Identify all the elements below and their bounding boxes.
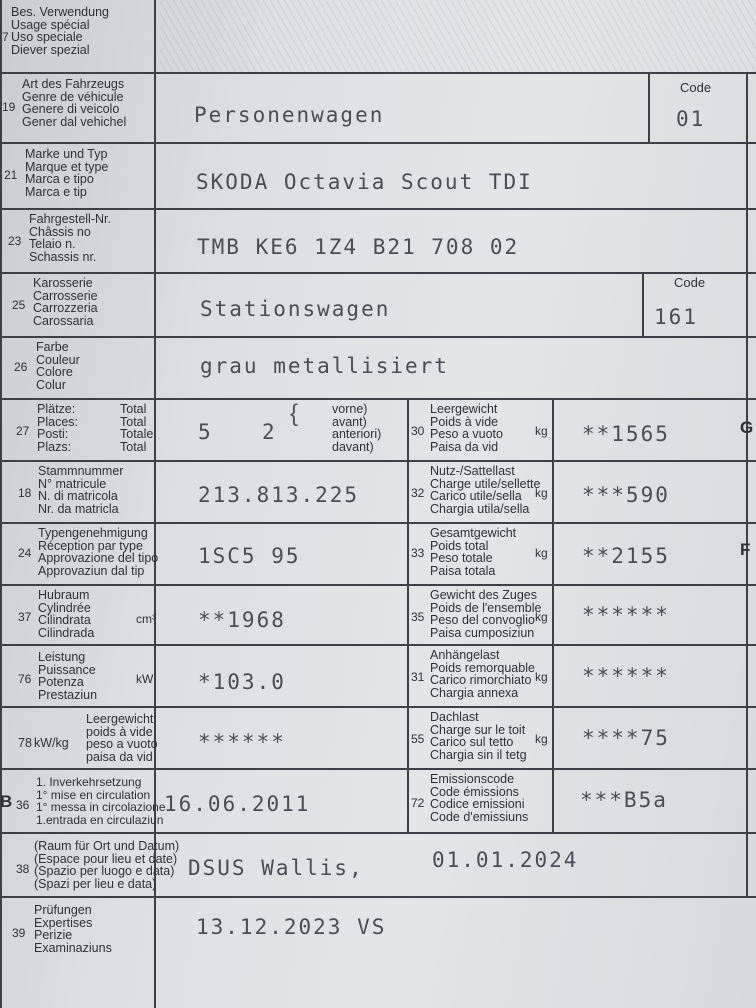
- code-label: Code: [680, 80, 712, 95]
- seats-front-value: 2: [262, 420, 277, 444]
- unit-kg: kg: [535, 670, 548, 684]
- unit-kg: kg: [535, 546, 548, 560]
- field-number: 33: [411, 546, 425, 560]
- master-number-value: 213.813.225: [198, 483, 360, 507]
- code-label: Code: [674, 275, 706, 290]
- label-inspections: Prüfungen Expertises Perizie Examinaziuns: [34, 903, 112, 955]
- row-divider: [0, 460, 756, 462]
- unit-kw: kW: [136, 672, 154, 686]
- make-type-value: SKODA Octavia Scout TDI: [196, 170, 533, 194]
- unit-kg: kg: [535, 610, 548, 624]
- field-number: 78: [18, 736, 32, 750]
- type-approval-value: 1SC5 95: [198, 544, 301, 568]
- label-first-registration: 1. Inverkehrsetzung 1° mise en circulation 1° messa in circolazione 1.entrada en circulaziun: [36, 775, 166, 827]
- row-divider: [0, 706, 756, 708]
- field-number: 35: [411, 610, 425, 624]
- label-type-approval: Typengenehmigung Réception par type Approvazione del tipo Approvaziun dal tip: [38, 526, 159, 578]
- row-divider: [0, 72, 756, 74]
- row-divider: [0, 208, 756, 210]
- place-value: DSUS Wallis,: [188, 856, 364, 880]
- label-vehicle-type: Art des Fahrzeugs Genre de véhicule Genere di veicolo Gener dal vehichel: [22, 77, 127, 129]
- label-trailer-load: Anhängelast Poids remorquable Carico rimorchiato Chargia annexa: [430, 648, 535, 700]
- hatch-area: [160, 0, 756, 72]
- side-mark-g: G: [740, 418, 754, 437]
- body-code: 161: [654, 305, 698, 329]
- row-divider: [0, 584, 756, 586]
- label-make-type: Marke und Typ Marque et type Marca e tipo Marca e tip: [25, 147, 109, 199]
- field-number: 30: [411, 424, 425, 438]
- field-number: 19: [2, 100, 16, 114]
- label-power: Leistung Puissance Potenza Prestaziun: [38, 650, 98, 702]
- left-border: [0, 0, 2, 1008]
- unit-kg: kg: [535, 732, 548, 746]
- color-value: grau metallisiert: [200, 354, 449, 378]
- field-number: 36: [16, 798, 30, 812]
- field-number: 32: [411, 486, 425, 500]
- emission-code-value: ***B5a: [580, 788, 668, 812]
- field-number: 76: [18, 672, 32, 686]
- label-place-date: (Raum für Ort und Datum) (Espace pour lieu et date) (Spazio per luogo e data) (Spazi per lieu e data): [34, 839, 180, 891]
- row-divider: [0, 336, 756, 338]
- date-value: 01.01.2024: [432, 848, 579, 872]
- field-number: 39: [12, 926, 26, 940]
- field-number: 38: [16, 862, 30, 876]
- roof-load-value: ****75: [582, 726, 670, 750]
- label-seats-total: Total Total Totale Total: [120, 402, 154, 454]
- field-number: 72: [411, 796, 425, 810]
- field-number: 18: [18, 486, 32, 500]
- side-mark-b: B: [0, 792, 13, 811]
- row-divider: [0, 522, 756, 524]
- label-master-number: Stammnummer N° matricule N. di matricola Nr. da matricla: [38, 464, 124, 516]
- power-weight-value: ******: [198, 730, 286, 754]
- total-weight-value: **2155: [582, 544, 670, 568]
- first-registration-value: 16.06.2011: [164, 792, 311, 816]
- unit-kg: kg: [535, 486, 548, 500]
- field-number: 31: [411, 670, 425, 684]
- power-value: *103.0: [198, 670, 286, 694]
- label-empty-weight: Leergewicht Poids à vide Peso a vuoto Paisa da vid: [430, 402, 503, 454]
- label-roof-load: Dachlast Charge sur le toit Carico sul tetto Chargia sin il tetg: [430, 710, 527, 762]
- row-divider: [0, 142, 756, 144]
- unit-kg: kg: [535, 424, 548, 438]
- field-number: 26: [14, 360, 28, 374]
- label-emission-code: Emissionscode Code émissions Codice emissioni Code d'emissiuns: [430, 772, 529, 824]
- row-divider: [0, 896, 756, 898]
- label-train-weight: Gewicht des Zuges Poids de l'ensemble Peso del convoglio Paisa cumposiziun: [430, 588, 542, 640]
- field-number: 24: [18, 546, 32, 560]
- label-payload: Nutz-/Sattellast Charge utile/sellette Carico utile/sella Chargia utila/sella: [430, 464, 541, 516]
- code-box-divider: [648, 72, 650, 142]
- vehicle-type-value: Personenwagen: [194, 103, 385, 127]
- mid-column-divider: [407, 398, 409, 832]
- label-body: Karosserie Carrosserie Carrozzeria Carossaria: [33, 276, 98, 328]
- displacement-value: **1968: [198, 608, 286, 632]
- label-seats: Plätze: Places: Posti: Plazs:: [37, 402, 78, 454]
- row-divider: [0, 768, 756, 770]
- seats-total-value: 5: [198, 420, 213, 444]
- row-divider: [0, 832, 756, 834]
- code-box-divider: [642, 272, 644, 336]
- train-weight-value: ******: [582, 603, 670, 627]
- trailer-load-value: ******: [582, 664, 670, 688]
- inspection-value: 13.12.2023 VS: [196, 915, 387, 939]
- label-displacement: Hubraum Cylindrée Cilindrata Cilindrada: [38, 588, 95, 640]
- brace-icon: {: [290, 400, 299, 427]
- right-border: [746, 72, 748, 898]
- row-divider: [0, 644, 756, 646]
- label-seats-front: vorne) avant) anteriori) davant): [332, 402, 382, 454]
- label-chassis: Fahrgestell-Nr. Châssis no Telaio n. Schassis nr.: [29, 212, 111, 264]
- row-divider: [0, 398, 756, 400]
- label-usage: Bes. Verwendung Usage spécial Uso speciale Diever spezial: [11, 5, 109, 57]
- label-color: Farbe Couleur Colore Colur: [36, 340, 80, 392]
- field-number: 55: [411, 732, 425, 746]
- field-number: 27: [16, 424, 30, 438]
- label-total-weight: Gesamtgewicht Poids total Peso totale Paisa totala: [430, 526, 517, 578]
- field-number: 7: [2, 30, 9, 44]
- chassis-number-value: TMB KE6 1Z4 B21 708 02: [197, 235, 520, 259]
- unit-kw-kg: kW/kg: [34, 736, 69, 750]
- mid-column-divider: [552, 398, 554, 832]
- field-number: 37: [18, 610, 32, 624]
- field-number: 21: [4, 168, 18, 182]
- side-mark-f: F: [740, 540, 751, 559]
- field-number: 25: [12, 298, 26, 312]
- unit-cm3: cm³: [136, 612, 156, 626]
- empty-weight-value: **1565: [582, 422, 670, 446]
- label-power-weight: Leergewicht poids à vide peso a vuoto paisa da vid: [86, 712, 158, 764]
- payload-value: ***590: [582, 483, 670, 507]
- body-value: Stationswagen: [200, 297, 391, 321]
- vehicle-type-code: 01: [676, 107, 706, 131]
- field-number: 23: [8, 234, 22, 248]
